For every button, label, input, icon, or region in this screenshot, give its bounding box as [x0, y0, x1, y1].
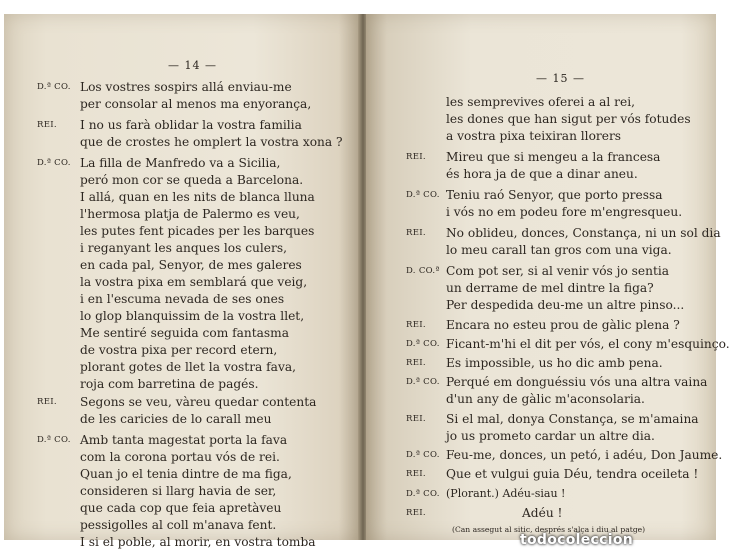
verse-line: Perqué em donguéssiu vós una altra vaina — [446, 375, 708, 389]
verse-line: pessigolles al coll m'anava fent. — [80, 518, 277, 532]
speaker-label: REI. — [406, 469, 426, 479]
verse-line: Es impossible, us ho dic amb pena. — [446, 356, 663, 370]
verse-line: La filla de Manfredo va a Sicilia, — [80, 156, 281, 170]
verse-line: i en l'escuma nevada de ses ones — [80, 292, 285, 306]
verse-line: jo us prometo cardar un altre dia. — [446, 429, 655, 443]
verse-line: peró mon cor se queda a Barcelona. — [80, 173, 304, 187]
verse-line: lo meu carall tan gros com una viga. — [446, 243, 672, 257]
verse-line: Feu-me, donces, un petó, i adéu, Don Jaume. — [446, 448, 723, 462]
verse-line: a vostra pixa teixiran llorers — [446, 129, 622, 143]
speaker-label: D.ª CO. — [37, 82, 71, 92]
page-number: — 14 — — [168, 59, 217, 72]
verse-line: Teniu raó Senyor, que porto pressa — [446, 188, 663, 202]
verse-line: Me sentiré seguida com fantasma — [80, 326, 290, 340]
verse-line: Quan jo el tenia dintre de ma figa, — [80, 467, 292, 481]
verse-line: l'hermosa platja de Palermo es veu, — [80, 207, 300, 221]
speaker-label: REI. — [406, 152, 426, 162]
verse-line: Ficant-m'hi el dit per vós, el cony m'esquinço. — [446, 337, 730, 351]
verse-line: I si el poble, al morir, en vostra tomba — [80, 535, 316, 549]
verse-line: Per despedida deu-me un altre pinso... — [446, 298, 685, 312]
verse-line: Si el mal, donya Constança, se m'amaina — [446, 412, 699, 426]
speaker-label: REI. — [406, 320, 426, 330]
verse-line: que cada cop que feia apretàveu — [80, 501, 282, 515]
speaker-label: REI. — [406, 358, 426, 368]
right-page — [366, 14, 730, 540]
stage-direction: (Can assegut al sitic, després s'alça i diu al patge) — [452, 525, 646, 534]
verse-line: (Plorant.) Adéu-siau ! — [446, 487, 566, 500]
verse-line: de les caricies de lo carall meu — [80, 412, 272, 426]
speaker-label: D.ª CO. — [406, 190, 440, 200]
verse-line: Com pot ser, si al venir vós jo sentia — [446, 264, 670, 278]
verse-line: com la corona portau vós de rei. — [80, 450, 280, 464]
verse-line: plorant gotes de llet la vostra fava, — [80, 360, 296, 374]
speaker-label: D.ª CO. — [406, 377, 440, 387]
verse-line: un derrame de mel dintre la figa? — [446, 281, 654, 295]
verse-line: d'un any de gàlic m'aconsolaria. — [446, 392, 645, 406]
speaker-label: D.ª CO. — [406, 339, 440, 349]
speaker-label: REI. — [406, 414, 426, 424]
verse-line: les putes fent picades per les barques — [80, 224, 315, 238]
speaker-label: D.ª CO. — [406, 489, 440, 499]
verse-line: Segons se veu, vàreu quedar contenta — [80, 395, 317, 409]
speaker-label: REI. — [37, 397, 57, 407]
verse-line: roja com barretina de pagés. — [80, 377, 259, 391]
verse-line: lo glop blanquissim de la vostra llet, — [80, 309, 305, 323]
verse-line: i vós no em podeu fore m'engresqueu. — [446, 205, 683, 219]
verse-line: la vostra pixa em semblará que veig, — [80, 275, 308, 289]
verse-line: de vostra pixa per record etern, — [80, 343, 278, 357]
speaker-label: D.ª CO. — [37, 435, 71, 445]
speaker-label: D. CO.ª — [406, 266, 440, 276]
verse-line: que de crostes he omplert la vostra xona ? — [80, 135, 343, 149]
speaker-label: D.ª CO. — [406, 450, 440, 460]
verse-line: No oblideu, donces, Constança, ni un sol dia — [446, 226, 721, 240]
verse-line: Los vostres sospirs allá enviau-me — [80, 80, 292, 94]
verse-line: I allá, quan en les nits de blanca lluna — [80, 190, 315, 204]
speaker-label: REI. — [406, 508, 426, 518]
verse-line: consideren si llarg havia de ser, — [80, 484, 277, 498]
verse-line: Encara no esteu prou de gàlic plena ? — [446, 318, 680, 332]
verse-line: Mireu que si mengeu a la francesa — [446, 150, 661, 164]
verse-line: per consolar al menos ma enyorança, — [80, 97, 312, 111]
watermark-logo: todocoleccion — [520, 532, 634, 548]
verse-line: Adéu ! — [522, 506, 563, 520]
verse-line: Que et vulgui guia Déu, tendra oceileta ! — [446, 467, 699, 481]
speaker-label: REI. — [37, 120, 57, 130]
verse-line: i reganyant les anques los culers, — [80, 241, 287, 255]
verse-line: I no us farà oblidar la vostra familia — [80, 118, 302, 132]
speaker-label: REI. — [406, 228, 426, 238]
open-book — [4, 14, 730, 549]
speaker-label: D.ª CO. — [37, 158, 71, 168]
verse-line: les semprevives oferei a al rei, — [446, 95, 635, 109]
left-page — [4, 14, 360, 549]
page-number: — 15 — — [536, 72, 585, 85]
verse-line: en cada pal, Senyor, de mes galeres — [80, 258, 302, 272]
verse-line: les dones que han sigut per vós fotudes — [446, 112, 691, 126]
verse-line: és hora ja de que a dinar aneu. — [446, 167, 638, 181]
verse-line: Amb tanta magestat porta la fava — [80, 433, 288, 447]
